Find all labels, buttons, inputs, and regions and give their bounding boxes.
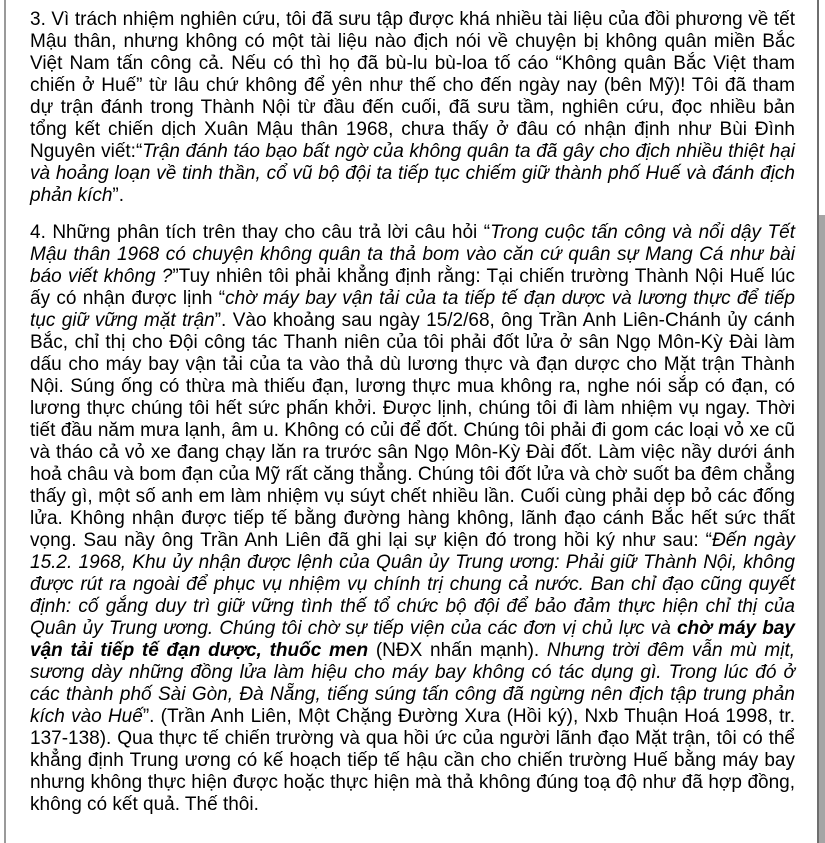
text-run-regular: ”. (Trần Anh Liên, Một Chặng Đường Xưa (Hồi ký), Nxb Thuận Hoá 1998, tr. 137-138). Qua thực tế chiến trường và qua hồi ức của người lãnh đạo Mặt trận, tôi có thể khẳng định Trung ương có kế hoạch tiếp tế hậu cần cho chiến trường Huế bằng máy bay nhưng không thực hiện được hoặc thực hiện mà thả không đúng toạ độ như đã hợp đồng, không có kết quả. Thế thôi. [30,706,795,815]
text-run-regular: 4. Những phân tích trên thay cho câu trả lời câu hỏi “ [30,222,491,243]
text-run-bold-italic: chờ máy bay vận tải tiếp tế đạn dược, thuốc men [30,618,795,661]
text-run-regular: ”. Vào khoảng sau ngày 15/2/68, ông Trần Anh Liên-Chánh ủy cánh Bắc, chỉ thị cho Đội công tác Thanh niên của tôi phải đốt lửa ở sân Ngọ Môn-Kỳ Đài làm dấu cho máy bay vận tải của ta vào thả dù lương thực và đạn dược cho Mặt trận Thành Nội. Súng ống có thừa mà thiếu đạn, lương thực mua không ra, nghe nói sắp có đạn, có lương thực chúng tôi hết sức phấn khởi. Được lịnh, chúng tôi đi làm nhiệm vụ ngay. Thời tiết đầu năm mưa lạnh, âm u. Không có củi để đốt. Chúng tôi phải đi gom các loại vỏ xe cũ và tháo cả vỏ xe đang chạy lăn ra trước sân Ngọ Môn-Kỳ Đài đốt. Làm việc nầy dưới ánh hoả châu và bom đạn của Mỹ rất căng thẳng. Chúng tôi đốt lửa và chờ suốt ba đêm chẳng thấy gì, một số anh em làm nhiệm vụ súyt chết nhiều lần. Cuối cùng phải dẹp bỏ các đống lửa. Không nhận được tiếp tế bằng đường hàng không, lãnh đạo cánh Bắc hết sức thất vọng. Sau nầy ông Trần Anh Liên đã ghi lại sự kiện đó trong hồi ký như sau: “ [30,310,795,551]
text-run-regular: (NĐX nhấn mạnh). [368,640,547,661]
scrollbar-thumb[interactable] [819,215,825,843]
text-run-italic: Đến ngày 15.2. 1968, Khu ủy nhận được lệnh của Quân ủy Trung ương: Phải giữ Thành Nội, không được rút ra ngoài để phục vụ nhiệm vụ chính trị chung cả nước. Ban chỉ đạo cũng quyết định: cố gắng duy trì giữ vững tình thế tổ chức bộ đội để bảo đảm thực hiện chỉ thị của Quân ủy Trung ương. Chúng tôi chờ sự tiếp viện của các đơn vị chủ lực và [30,530,795,639]
text-run-regular: 3. Vì trách nhiệm nghiên cứu, tôi đã sưu tập được khá nhiều tài liệu của đồi phương về tết Mậu thân, nhưng không có một tài liệu nào địch nói về chuyện bị không quân miền Bắc Việt Nam tấn công cả. Nếu có thì họ đã bù-lu bù-loa tố cáo “Không quân Bắc Việt tham chiến ở Huế” từ lâu chứ không để yên như thế cho đến ngày nay (bên Mỹ)! Tôi đã tham dự trận đánh trong Thành Nội từ đầu đến cuối, đã sưu tầm, nghiên cứu, đọc nhiều bản tổng kết chiến dịch Xuân Mậu thân 1968, chưa thấy ở đâu có nhận định như Bùi Đình Nguyên viết:“ [30,9,795,162]
text-run-regular: ”Tuy nhiên tôi phải khẳng định rằng: Tại chiến trường Thành Nội Huế lúc ấy có nhận được lịnh “ [30,266,795,309]
text-run-italic: Nhưng trời đêm vẫn mù mịt, sương dày những đồng lửa làm hiệu cho máy bay không có tác dụng gì. Trong lúc đó ở các thành phố Sài Gòn, Đà Nẵng, tiếng súng tấn công đã ngừng nên địch tập trung phản kích vào Huế [30,640,795,727]
text-run-regular: ”. [112,185,125,206]
scrollbar-track-top[interactable] [819,0,825,215]
page-left-border [4,0,6,843]
paragraph-2 [30,222,795,816]
document-content [30,9,795,831]
text-run-italic: chờ máy bay vận tải của ta tiếp tế đạn dược và lương thực để tiếp tục giữ vững mặt trận [30,288,795,331]
text-run-italic: Trong cuộc tấn công và nổi dậy Tết Mậu thân 1968 có chuyện không quân ta thả bom vào căn cứ quân sự Mang Cá như bài báo viết không ? [30,222,795,287]
paragraph-1 [30,9,795,207]
text-run-italic: Trận đánh táo bạo bất ngờ của không quân ta đã gây cho địch nhiều thiệt hại và hoảng loạn về tinh thần, cổ vũ bộ đội ta tiếp tục chiếm giữ thành phố Huế và đánh địch phản kích [30,141,795,206]
